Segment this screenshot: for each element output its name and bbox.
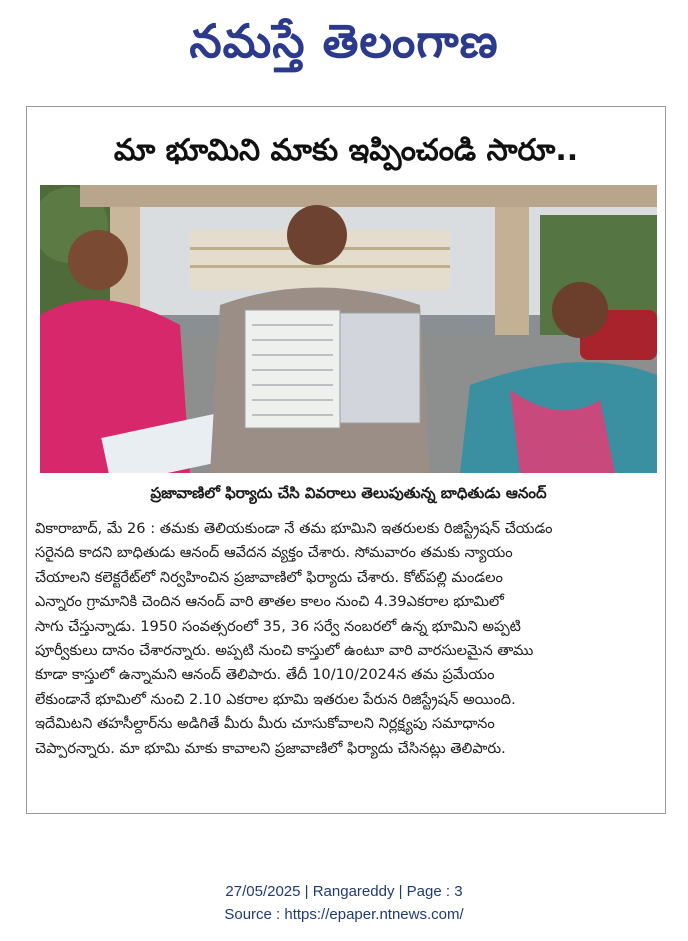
body-line: వికారాబాద్, మే 26 : తమకు తెలియకుండా నే తమ భూమిని ఇతరులకు రిజిస్ట్రేషన్ చేయడం bbox=[35, 520, 553, 537]
photo-illustration bbox=[40, 185, 657, 473]
body-line: పూర్వీకులు దానం చేశారన్నారు. అప్పటి నుంచి కాస్తులో ఉంటూ వారి వారసులమైన తాము bbox=[35, 641, 534, 659]
article-photo bbox=[40, 185, 657, 473]
photo-person-left-head bbox=[68, 230, 128, 290]
page-footer bbox=[0, 880, 688, 926]
photo-person-right-head bbox=[552, 282, 608, 338]
photo-person-center-head bbox=[287, 205, 347, 265]
article-headline: మా భూమిని మాకు ఇప్పించండి సారూ.. bbox=[113, 133, 579, 168]
photo-document-1 bbox=[245, 310, 340, 428]
body-line: సరైనది కాదని బాధితుడు ఆనంద్ ఆవేదన వ్యక్తం చేశారు. సోమవారం తమకు న్యాయం bbox=[35, 544, 513, 562]
body-line: ఎన్నారం గ్రామానికి చెందిన ఆనంద్ వారి తాతల కాలం నుంచి 4.39ఎకరాల భూమిలో bbox=[35, 593, 504, 611]
body-line: చెప్పారన్నారు. మా భూమి మాకు కావాలని ప్రజావాణిలో ఫిర్యాదు చేసినట్లు తెలిపారు. bbox=[35, 739, 506, 757]
article-clipping bbox=[26, 106, 666, 814]
footer-date-edition: 27/05/2025 | Rangareddy | Page : 3 bbox=[225, 883, 463, 900]
photo-canopy bbox=[80, 185, 657, 207]
photo-document-2 bbox=[340, 313, 420, 423]
body-line: ఇదేమిటని తహసీల్దార్‌ను అడిగితే మీరు మీరు చూసుకోవాలని నిర్లక్ష్యపు సమాధానం bbox=[35, 715, 495, 733]
photo-pillar-right bbox=[495, 207, 529, 357]
footer-source-link[interactable]: Source : https://epaper.ntnews.com/ bbox=[224, 906, 464, 923]
photo-caption: ప్రజావాణిలో ఫిర్యాదు చేసి వివరాలు తెలుపుతున్న బాధితుడు ఆనంద్ bbox=[150, 484, 547, 502]
body-line: సాగు చేస్తున్నాడు. 1950 సంవత్సరంలో 35, 36 సర్వే నంబరలో ఉన్న భూమిని అప్పటి bbox=[35, 617, 521, 635]
body-line: లేకుండానే భూమిలో నుంచి 2.10 ఎకరాల భూమి ఇతరుల పేరున రిజిస్ట్రేషన్ అయింది. bbox=[35, 690, 516, 708]
body-line: చేయాలని కలెక్టరేట్‌లో నిర్వహించిన ప్రజావాణిలో ఫిర్యాదు చేశారు. కోట్‌పల్లి మండలం bbox=[35, 568, 503, 586]
article-body bbox=[35, 517, 657, 807]
photo-building-line-2 bbox=[190, 265, 450, 268]
body-line: కూడా కాస్తులో ఉన్నామని ఆనంద్ తెలిపారు. తేదీ 10/10/2024న తమ ప్రమేయం bbox=[35, 666, 495, 684]
newspaper-masthead: నమస్తే తెలంగాణ bbox=[189, 14, 499, 68]
